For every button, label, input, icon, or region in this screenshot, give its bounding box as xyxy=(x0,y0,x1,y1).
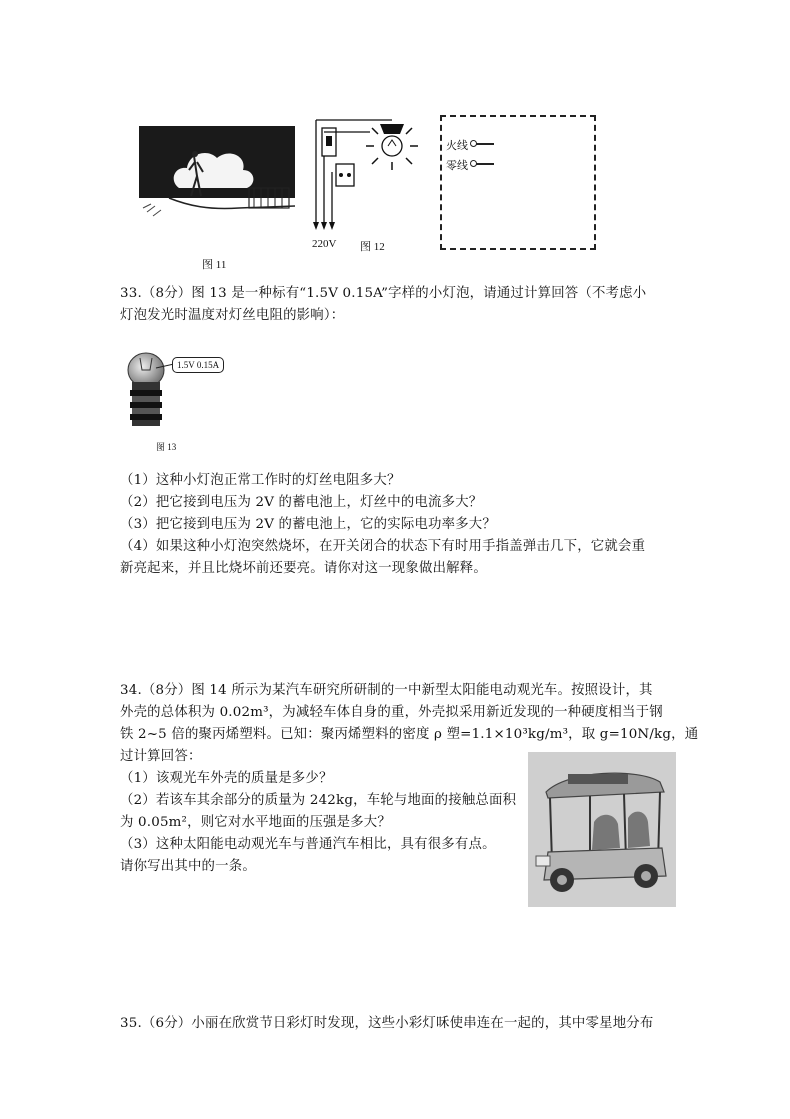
figure-11 xyxy=(139,126,295,226)
wiring-answer-box xyxy=(440,115,596,250)
fig12-circuit xyxy=(310,112,420,242)
fig12-voltage-label: 220V xyxy=(312,238,337,250)
q33-intro-line1: 33.（8分）图 13 是一种标有“1.5V 0.15A”字样的小灯泡，请通过计算回答（不考虑小 xyxy=(120,286,647,301)
live-wire-label: 火线 xyxy=(446,140,468,152)
neutral-wire-terminal xyxy=(470,160,477,167)
q34-intro-line2: 外壳的总体积为 0.02m³，为减轻车体自身的重，外壳拟采用新近发现的一种硬度相当于钢 xyxy=(120,705,663,720)
fig11-caption: 图 11 xyxy=(202,259,227,271)
fig13-caption: 图 13 xyxy=(156,442,177,452)
fig12-caption: 图 12 xyxy=(360,241,385,253)
neutral-wire-label: 零线 xyxy=(446,160,468,172)
q33-item-4: （4）如果这种小灯泡突然烧坏，在开关闭合的状态下有时用手指盖弹击几下，它就会重 xyxy=(120,539,646,554)
q34-item-2: （2）若该车其余部分的质量为 242kg，车轮与地面的接触总面积 xyxy=(120,793,517,808)
q33-item-4-cont: 新亮起来，并且比烧坏前还要亮。请你对这一现象做出解释。 xyxy=(120,561,487,576)
q33-item-1: （1）这种小灯泡正常工作时的灯丝电阻多大？ xyxy=(120,473,401,488)
fig11-drawing xyxy=(139,126,295,226)
q34-intro-line3: 铁 2~5 倍的聚丙烯塑料。已知：聚丙烯塑料的密度 ρ 塑=1.1×10³kg/m³，取 g=10N/kg，通 xyxy=(120,727,699,742)
q34-intro-line4: 过计算回答： xyxy=(120,749,202,764)
solar-car-icon xyxy=(528,752,676,907)
q34-item-1: （1）该观光车外壳的质量是多少？ xyxy=(120,771,333,786)
q35-line1: 35.（6分）小丽在欣赏节日彩灯时发现，这些小彩灯咊使串连在一起的，其中零星地分布 xyxy=(120,1016,654,1031)
q33-item-3: （3）把它接到电压为 2V 的蓄电池上，它的实际电功率多大？ xyxy=(120,517,496,532)
bulb-label-callout: 1.5V 0.15A xyxy=(172,357,224,373)
q33-item-2: （2）把它接到电压为 2V 的蓄电池上，灯丝中的电流多大？ xyxy=(120,495,483,510)
q34-item-3: （3）这种太阳能电动观光车与普通汽车相比，具有很多有点。 xyxy=(120,837,496,852)
live-wire-terminal xyxy=(470,140,477,147)
figure-14-car-photo xyxy=(528,752,676,907)
q34-intro-line1: 34.（8分）图 14 所示为某汽车研究所研制的一中新型太阳能电动观光车。按照设计，其 xyxy=(120,683,653,698)
q34-item-2-cont: 为 0.05m²，则它对水平地面的压强是多大？ xyxy=(120,815,391,830)
q34-item-3-cont: 请你写出其中的一条。 xyxy=(120,859,256,874)
q33-intro-line2: 灯泡发光时温度对灯丝电阻的影响）： xyxy=(120,308,345,323)
figure-12 xyxy=(310,112,420,242)
